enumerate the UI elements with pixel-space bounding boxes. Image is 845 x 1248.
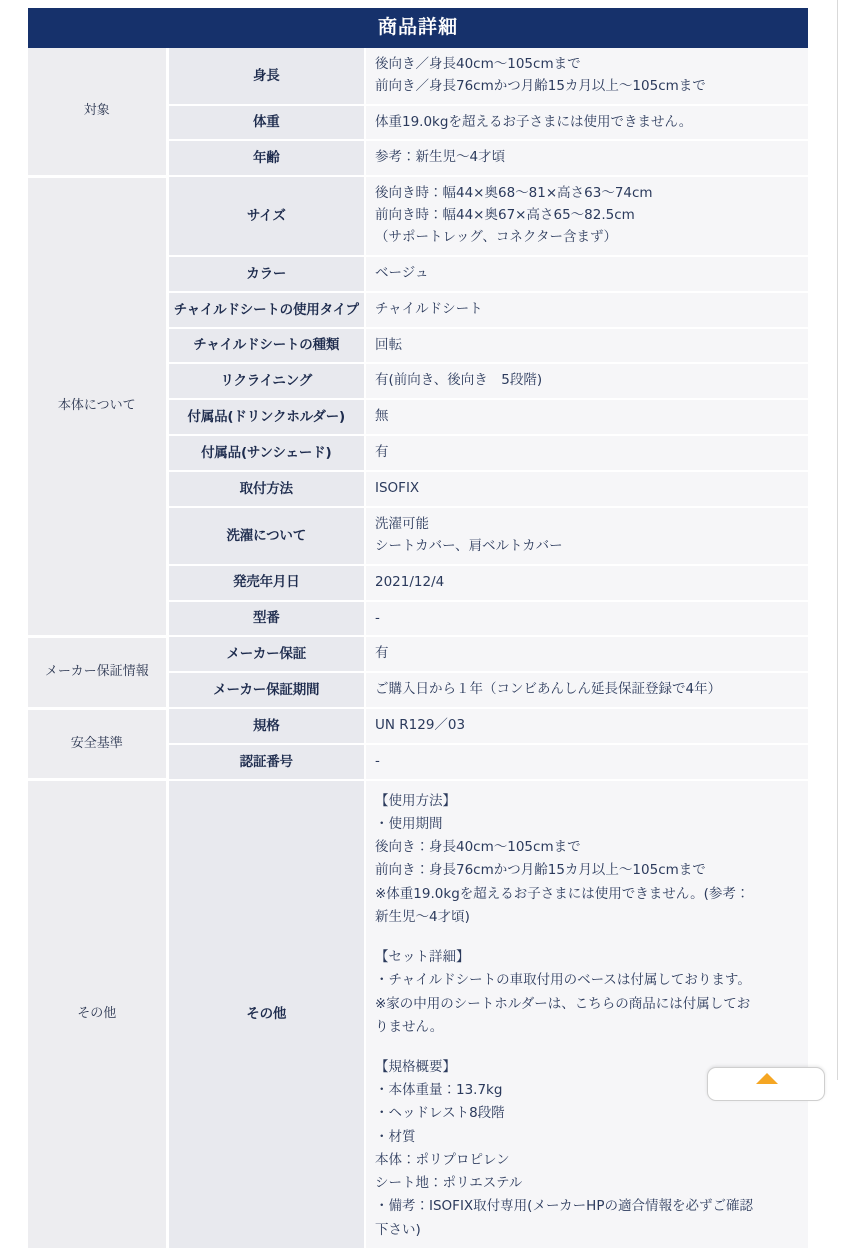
page-title: 商品詳細: [28, 8, 808, 48]
value-line: （サポートレッグ、コネクター含まず）: [375, 229, 618, 246]
value-line: 有(前向き、後向き 5段階): [375, 372, 543, 389]
value-line: ・本体重量：13.7kg: [375, 1082, 503, 1099]
table-row: [28, 636, 808, 672]
value-line: ・チャイルドシートの車取付用のベースは付属しております。: [375, 972, 751, 989]
spec-value: [365, 140, 808, 176]
spec-value: [365, 672, 808, 708]
value-line: 有: [375, 645, 389, 662]
spec-value: [365, 601, 808, 637]
value-line: 参考：新生児〜4才頃: [375, 149, 506, 166]
product-spec-table: [28, 48, 808, 1248]
value-line: 体重19.0kgを超えるお子さまには使用できません。: [375, 113, 693, 130]
spec-value: [365, 435, 808, 471]
spec-value: [365, 399, 808, 435]
value-line: ・使用期間: [375, 816, 443, 833]
spec-key: 身長: [167, 48, 365, 105]
value-line: ※体重19.0kgを超えるお子さまには使用できません。(参考：: [375, 885, 750, 902]
group-label-other: その他: [28, 780, 167, 1248]
value-line: ご購入日から１年（コンビあんしん延長保証登録で4年）: [375, 681, 722, 698]
value-line: -: [375, 609, 380, 626]
value-line: シートカバー、肩ベルトカバー: [375, 537, 563, 554]
value-line: UN R129／03: [375, 717, 466, 734]
spec-key: リクライニング: [167, 363, 365, 399]
spec-value: [365, 328, 808, 364]
value-line: ・備考：ISOFIX取付専用(メーカーHPの適合情報を必ずご確認: [375, 1198, 753, 1215]
spec-key: メーカー保証: [167, 636, 365, 672]
chevron-up-icon: [756, 1073, 778, 1084]
set-detail-paragraph: [375, 946, 804, 1039]
value-line: りません。: [375, 1018, 444, 1035]
value-line: -: [375, 752, 380, 769]
group-label-body: 本体について: [28, 176, 167, 636]
value-line: 新生児〜4才頃): [375, 908, 470, 925]
spec-key: 型番: [167, 601, 365, 637]
spec-key: カラー: [167, 256, 365, 292]
value-line: ベージュ: [375, 264, 429, 281]
spec-key: 付属品(ドリンクホルダー): [167, 399, 365, 435]
value-line: 下さい): [375, 1221, 421, 1238]
spec-value: [365, 105, 808, 141]
value-line: ・材質: [375, 1128, 416, 1145]
spec-key: 規格: [167, 708, 365, 744]
spec-key: メーカー保証期間: [167, 672, 365, 708]
value-line: 前向き／身長76cmかつ月齢15カ月以上〜105cmまで: [375, 77, 706, 94]
spec-key: チャイルドシートの種類: [167, 328, 365, 364]
paragraph-gap: [375, 929, 804, 946]
table-row: [28, 48, 808, 105]
value-line: 後向き時：幅44×奥68〜81×高さ63〜74cm: [375, 185, 653, 202]
value-line: 【使用方法】: [375, 792, 456, 809]
value-line: 無: [375, 408, 389, 425]
value-line: 後向き／身長40cm〜105cmまで: [375, 55, 581, 72]
product-detail-panel: [28, 8, 808, 1248]
group-label-safety: 安全基準: [28, 708, 167, 780]
spec-key: 付属品(サンシェード): [167, 435, 365, 471]
spec-key: チャイルドシートの使用タイプ: [167, 292, 365, 328]
spec-key: 発売年月日: [167, 565, 365, 601]
usage-paragraph: [375, 790, 804, 929]
spec-value: [365, 363, 808, 399]
spec-value: [365, 471, 808, 507]
scroll-to-top-button[interactable]: [707, 1067, 825, 1101]
paragraph-gap: [375, 1039, 804, 1056]
value-line: 本体：ポリプロピレン: [375, 1151, 510, 1168]
value-line: 回転: [375, 336, 402, 353]
value-line: 前向き：身長76cmかつ月齢15カ月以上〜105cmまで: [375, 862, 706, 879]
spec-value: [365, 48, 808, 105]
spec-key: サイズ: [167, 176, 365, 256]
group-label-warranty: メーカー保証情報: [28, 636, 167, 708]
spec-key: 取付方法: [167, 471, 365, 507]
spec-value: [365, 256, 808, 292]
table-row: [28, 780, 808, 1248]
value-line: 2021/12/4: [375, 573, 445, 590]
value-line: ・ヘッドレスト8段階: [375, 1105, 505, 1122]
spec-value-other: [365, 780, 808, 1248]
value-line: ※家の中用のシートホルダーは、こちらの商品には付属してお: [375, 995, 751, 1012]
group-label-target: 対象: [28, 48, 167, 176]
value-line: 【規格概要】: [375, 1058, 456, 1075]
spec-key: 年齢: [167, 140, 365, 176]
value-line: 後向き：身長40cm〜105cmまで: [375, 839, 581, 856]
value-line: 前向き時：幅44×奥67×高さ65〜82.5cm: [375, 207, 635, 224]
value-line: 【セット詳細】: [375, 949, 470, 966]
value-line: シート地：ポリエステル: [375, 1175, 523, 1192]
spec-value: [365, 292, 808, 328]
table-row: [28, 176, 808, 256]
spec-value: [365, 507, 808, 565]
spec-value: [365, 708, 808, 744]
spec-key: 体重: [167, 105, 365, 141]
value-line: ISOFIX: [375, 480, 420, 497]
spec-table-body: [28, 48, 808, 1248]
spec-key: その他: [167, 780, 365, 1248]
spec-value: [365, 565, 808, 601]
spec-key: 認証番号: [167, 744, 365, 780]
spec-key: 洗濯について: [167, 507, 365, 565]
value-line: 有: [375, 444, 389, 461]
spec-value: [365, 744, 808, 780]
spec-value: [365, 176, 808, 256]
value-line: チャイルドシート: [375, 300, 483, 317]
spec-value: [365, 636, 808, 672]
value-line: 洗濯可能: [375, 515, 429, 532]
table-row: [28, 708, 808, 744]
